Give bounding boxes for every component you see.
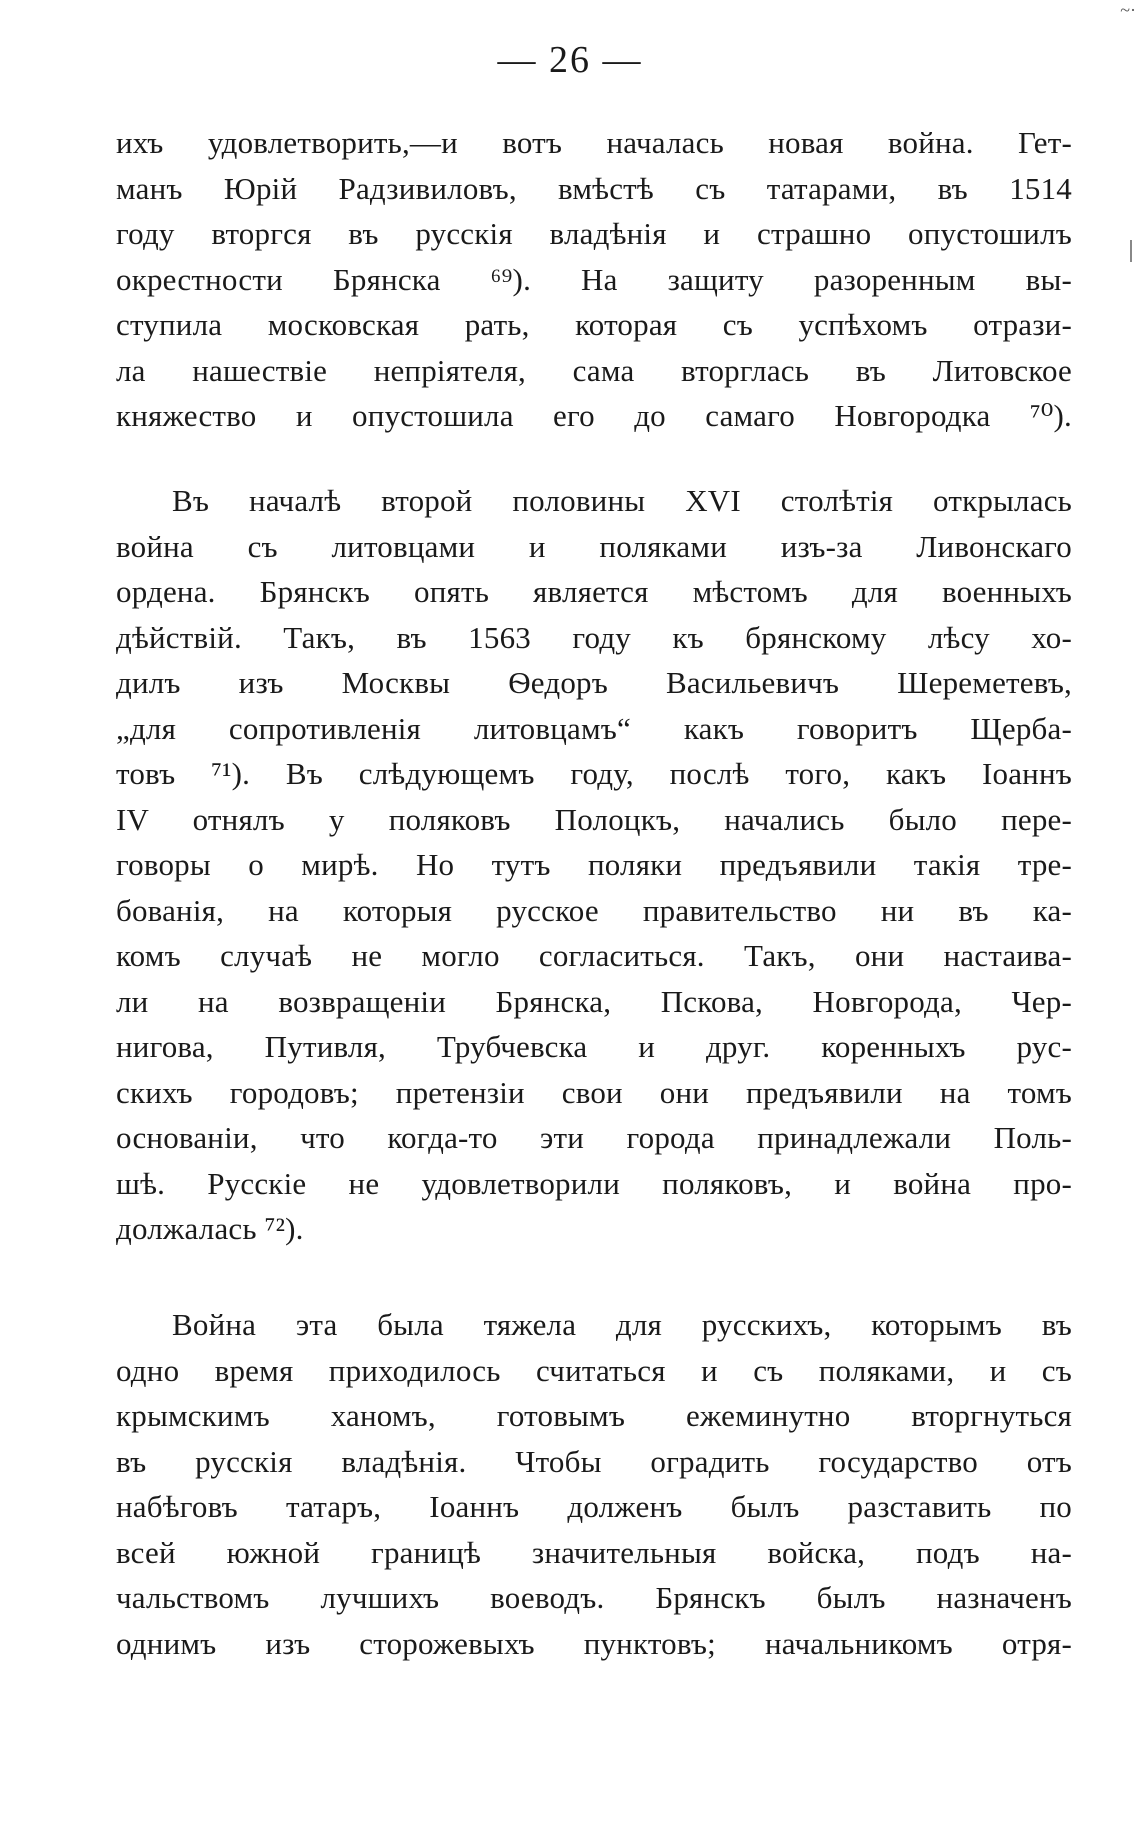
text-line: году вторгся въ русскія владѣнія и страшно опустошилъ (116, 216, 1072, 251)
text-line: княжество и опустошила его до самаго Новгородка ⁷⁰). (116, 398, 1072, 433)
text-line: одно время приходилось считаться и съ поляками, и съ (116, 1352, 1072, 1388)
text-line: ступила московская рать, которая съ успѣхомъ отрази- (116, 307, 1072, 342)
text-line: Война эта была тяжела для русскихъ, которымъ въ (172, 1307, 1072, 1342)
text-line: говоры о мирѣ. Но тутъ поляки предъявили такія тре- (116, 847, 1072, 882)
text-line: дѣйствій. Такъ, въ 1563 году къ брянскому лѣсу хо- (116, 619, 1072, 655)
text-line: однимъ изъ сторожевыхъ пунктовъ; начальникомъ отря- (116, 1625, 1072, 1661)
paragraph-2 (116, 478, 1072, 1252)
text-line: Въ началѣ второй половины XVI столѣтія открылась (172, 483, 1072, 518)
paragraph-1 (116, 120, 1072, 439)
text-line: нигова, Путивля, Трубчевска и друг. коренныхъ рус- (116, 1029, 1072, 1064)
text-line: чальствомъ лучшихъ воеводъ. Брянскъ былъ назначенъ (116, 1580, 1072, 1615)
text-line: окрестности Брянска ⁶⁹). На защиту разоренным вы- (116, 261, 1072, 297)
text-line: ла нашествіе непріятеля, сама вторглась въ Литовское (116, 352, 1072, 388)
text-line: набѣговъ татаръ, Іоаннъ долженъ былъ разставить по (116, 1489, 1072, 1524)
text-line: IV отнялъ у поляковъ Полоцкъ, начались было пере- (116, 801, 1072, 837)
text-line: бованія, на которыя русское правительство ни въ ка- (116, 892, 1072, 928)
text-line: война съ литовцами и поляками изъ-за Ливонскаго (116, 528, 1072, 564)
text-line: основаніи, что когда-то эти города принадлежали Поль- (116, 1120, 1072, 1155)
text-line: товъ ⁷¹). Въ слѣдующемъ году, послѣ того, какъ Іоаннъ (116, 756, 1072, 791)
text-line: дилъ изъ Москвы Ѳедоръ Васильевичъ Шереметевъ, (116, 665, 1072, 700)
text-line: въ русскія владѣнія. Чтобы оградить государство отъ (116, 1443, 1072, 1479)
paragraph-3 (116, 1302, 1072, 1666)
text-line: шѣ. Русскіе не удовлетворили поляковъ, и война про- (116, 1165, 1072, 1201)
page-number: — 26 — (497, 39, 643, 81)
scan-corner-mark: ~· (1120, 0, 1136, 20)
scan-margin-mark (1130, 240, 1132, 262)
text-line: скихъ городовъ; претензіи свои они предъявили на томъ (116, 1074, 1072, 1110)
text-line: должалась ⁷²). (116, 1211, 304, 1246)
text-line: крымскимъ ханомъ, готовымъ ежеминутно вторгнуться (116, 1398, 1072, 1433)
text-line: ордена. Брянскъ опять является мѣстомъ для военныхъ (116, 574, 1072, 609)
text-line: ихъ удовлетворить,—и вотъ началась новая война. Гет- (116, 125, 1072, 160)
text-line: комъ случаѣ не могло согласиться. Такъ, они настаива- (116, 938, 1072, 973)
text-line: „для сопротивленія литовцамъ“ какъ говоритъ Щерба- (116, 710, 1072, 746)
text-line: всей южной границѣ значительныя войска, подъ на- (116, 1534, 1072, 1570)
text-line: ли на возвращеніи Брянска, Пскова, Новгорода, Чер- (116, 983, 1072, 1019)
text-line: манъ Юрій Радзивиловъ, вмѣстѣ съ татарами, въ 1514 (116, 170, 1072, 206)
